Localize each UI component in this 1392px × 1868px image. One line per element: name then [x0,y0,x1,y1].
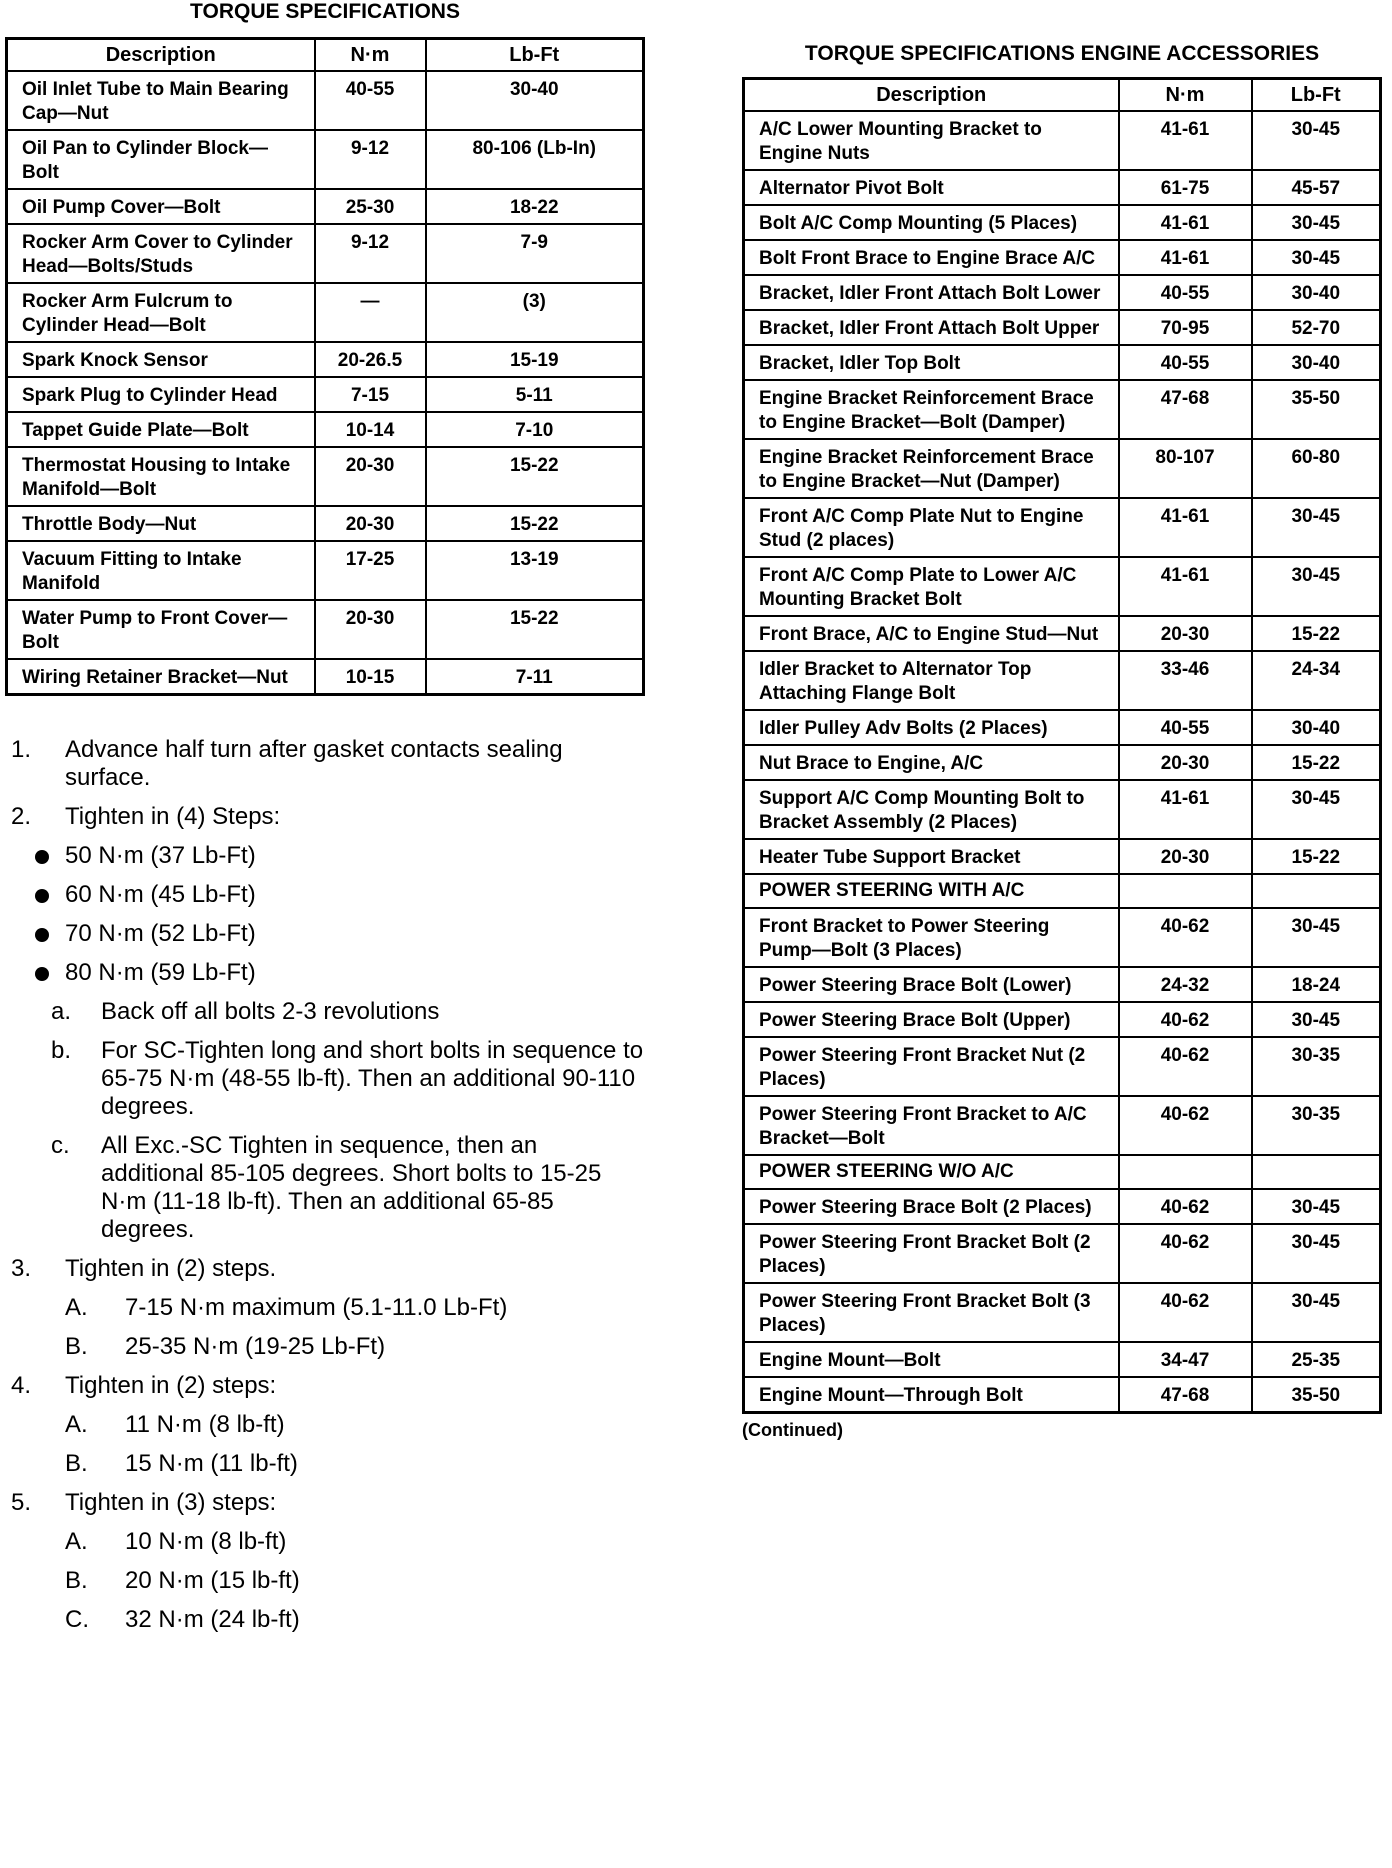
bullet-text: 70 N·m (52 Lb-Ft) [65,920,256,947]
sub-text: 32 N·m (24 lb-ft) [125,1606,300,1633]
description-cell: Front A/C Comp Plate Nut to Engine Stud (2 places) [744,498,1119,557]
note-4 [5,1372,645,1400]
nm-cell: 20-30 [315,506,426,541]
sub-text: 15 N·m (11 lb-ft) [125,1450,298,1477]
lbft-cell: 18-24 [1252,967,1381,1002]
table-row [744,380,1381,439]
description-cell: Bolt Front Brace to Engine Brace A/C [744,240,1119,275]
sub-label: b. [51,1037,72,1064]
lbft-cell: 30-45 [1252,1283,1381,1342]
empty-cell [1252,1155,1381,1189]
lbft-cell: 30-45 [1252,557,1381,616]
description-cell: Nut Brace to Engine, A/C [744,745,1119,780]
nm-cell: 9-12 [315,224,426,283]
table-row [7,412,644,447]
continued-label: (Continued) [742,1420,843,1440]
sub-text: 11 N·m (8 lb-ft) [125,1411,285,1438]
table-row [744,651,1381,710]
lbft-cell: 35-50 [1252,380,1381,439]
sub-item [51,1037,645,1121]
description-cell: A/C Lower Mounting Bracket to Engine Nuts [744,111,1119,170]
section-title: POWER STEERING WITH A/C [744,874,1119,908]
table-row [744,967,1381,1002]
nm-cell: 41-61 [1119,111,1252,170]
note-number: 3. [11,1255,32,1282]
table-row [744,839,1381,874]
lbft-cell: 30-40 [1252,345,1381,380]
table-row [7,130,644,189]
nm-cell: 20-30 [1119,745,1252,780]
sub-label: B. [65,1333,88,1360]
bullet-text: 50 N·m (37 Lb-Ft) [65,842,256,869]
note-number: 4. [11,1372,32,1399]
header-lbft: Lb-Ft [426,39,644,72]
table-row [744,170,1381,205]
note-number: 5. [11,1489,32,1516]
nm-cell: 40-62 [1119,1283,1252,1342]
description-cell: Support A/C Comp Mounting Bolt to Bracket Assembly (2 Places) [744,780,1119,839]
footnotes [5,736,645,1634]
sub-text: All Exc.-SC Tighten in sequence, then an additional 85-105 degrees. Short bolts to 15-25 N·m (11-18 lb-ft). Then an additional 65-85 degrees. [101,1132,602,1243]
table-row [744,1224,1381,1283]
description-cell: Power Steering Front Bracket Bolt (2 Places) [744,1224,1119,1283]
description-cell: Vacuum Fitting to Intake Manifold [7,541,315,600]
table-row [744,710,1381,745]
sub-item [65,1567,645,1595]
lbft-cell: 7-11 [426,659,644,695]
table-row [744,1037,1381,1096]
header-lbft: Lb-Ft [1252,79,1381,112]
table-row [744,439,1381,498]
lbft-cell: 30-45 [1252,908,1381,967]
description-cell: Front A/C Comp Plate to Lower A/C Mounting Bracket Bolt [744,557,1119,616]
nm-cell: 40-55 [1119,710,1252,745]
description-cell: Power Steering Brace Bolt (2 Places) [744,1189,1119,1224]
table-row [7,189,644,224]
sub-label: c. [51,1132,70,1159]
bullet-icon [35,928,49,942]
lbft-cell: 15-22 [426,447,644,506]
sub-item [65,1411,645,1439]
sub-text: Back off all bolts 2-3 revolutions [101,998,440,1025]
sub-item [51,1132,645,1244]
lbft-cell: (3) [426,283,644,342]
sub-label: A. [65,1411,88,1438]
bullet-item [35,881,645,909]
description-cell: Bracket, Idler Front Attach Bolt Upper [744,310,1119,345]
table-header-row [7,39,644,72]
description-cell: Bolt A/C Comp Mounting (5 Places) [744,205,1119,240]
description-cell: Idler Pulley Adv Bolts (2 Places) [744,710,1119,745]
lbft-cell: 25-35 [1252,1342,1381,1377]
lbft-cell: 30-45 [1252,205,1381,240]
left-column [5,0,645,1645]
lbft-cell: 30-40 [1252,275,1381,310]
lbft-cell: 15-22 [426,600,644,659]
note-3 [5,1255,645,1283]
description-cell: Power Steering Front Bracket to A/C Bracket—Bolt [744,1096,1119,1155]
nm-cell: 80-107 [1119,439,1252,498]
right-column [742,0,1382,1441]
description-cell: Power Steering Front Bracket Bolt (3 Places) [744,1283,1119,1342]
table-row [744,275,1381,310]
table-row [744,616,1381,651]
description-cell: Tappet Guide Plate—Bolt [7,412,315,447]
lbft-cell: 30-45 [1252,111,1381,170]
table-row [7,71,644,130]
table-row [744,1342,1381,1377]
lbft-cell: 24-34 [1252,651,1381,710]
table-row [744,557,1381,616]
table-row [744,1096,1381,1155]
nm-cell: 10-15 [315,659,426,695]
nm-cell: 41-61 [1119,205,1252,240]
table-header-row [744,79,1381,112]
description-cell: Engine Mount—Bolt [744,1342,1119,1377]
nm-cell: 40-62 [1119,1096,1252,1155]
note-2 [5,803,645,831]
nm-cell: 33-46 [1119,651,1252,710]
description-cell: Front Brace, A/C to Engine Stud—Nut [744,616,1119,651]
table-row [7,224,644,283]
lbft-cell: 30-45 [1252,1002,1381,1037]
bullet-icon [35,889,49,903]
note-number: 2. [11,803,32,830]
nm-cell: 47-68 [1119,380,1252,439]
lbft-cell: 30-45 [1252,240,1381,275]
table-row [7,377,644,412]
bullet-text: 60 N·m (45 Lb-Ft) [65,881,256,908]
sub-text: For SC-Tighten long and short bolts in sequence to 65-75 N·m (48-55 lb-ft). Then an additional 90-110 degrees. [101,1037,644,1120]
bullet-text: 80 N·m (59 Lb-Ft) [65,959,256,986]
bullet-icon [35,850,49,864]
engine-accessories-body [744,111,1381,1413]
sub-label: A. [65,1294,88,1321]
nm-cell: 40-62 [1119,908,1252,967]
nm-cell: — [315,283,426,342]
note-text: Advance half turn after gasket contacts sealing surface. [65,736,563,791]
table-row [744,111,1381,170]
lbft-cell: 30-45 [1252,780,1381,839]
nm-cell: 34-47 [1119,1342,1252,1377]
table-row [744,498,1381,557]
nm-cell: 61-75 [1119,170,1252,205]
nm-cell: 20-30 [1119,616,1252,651]
lbft-cell: 30-40 [1252,710,1381,745]
table-row [744,908,1381,967]
description-cell: Heater Tube Support Bracket [744,839,1119,874]
lbft-cell: 5-11 [426,377,644,412]
note-text: Tighten in (2) steps: [65,1372,277,1399]
description-cell: Bracket, Idler Front Attach Bolt Lower [744,275,1119,310]
description-cell: Idler Bracket to Alternator Top Attaching Flange Bolt [744,651,1119,710]
lbft-cell: 15-22 [1252,616,1381,651]
torque-specs-table [5,37,645,696]
empty-cell [1252,874,1381,908]
description-cell: Throttle Body—Nut [7,506,315,541]
note-1 [5,736,645,792]
engine-accessories-title: TORQUE SPECIFICATIONS ENGINE ACCESSORIES [804,42,1320,65]
lbft-cell: 30-45 [1252,498,1381,557]
nm-cell: 17-25 [315,541,426,600]
table-row [744,310,1381,345]
sub-text: 25-35 N·m (19-25 Lb-Ft) [125,1333,386,1360]
table-row [7,283,644,342]
table-row [744,1189,1381,1224]
nm-cell: 40-62 [1119,1002,1252,1037]
sub-label: A. [65,1528,88,1555]
description-cell: Power Steering Brace Bolt (Lower) [744,967,1119,1002]
description-cell: Water Pump to Front Cover—Bolt [7,600,315,659]
table-row [7,659,644,695]
description-cell: Engine Mount—Through Bolt [744,1377,1119,1413]
sub-item [65,1528,645,1556]
nm-cell: 24-32 [1119,967,1252,1002]
table-row [7,506,644,541]
lbft-cell: 7-10 [426,412,644,447]
sub-item [65,1294,645,1322]
table-row [7,447,644,506]
nm-cell: 41-61 [1119,557,1252,616]
nm-cell: 41-61 [1119,240,1252,275]
description-cell: Spark Plug to Cylinder Head [7,377,315,412]
description-cell: Rocker Arm Cover to Cylinder Head—Bolts/Studs [7,224,315,283]
note-number: 1. [11,736,32,763]
section-row [744,1155,1381,1189]
table-row [744,1002,1381,1037]
lbft-cell: 30-45 [1252,1189,1381,1224]
bullet-item [35,842,645,870]
nm-cell: 40-55 [1119,345,1252,380]
lbft-cell: 7-9 [426,224,644,283]
bullet-icon [35,967,49,981]
sub-label: C. [65,1606,89,1633]
nm-cell: 40-55 [1119,275,1252,310]
description-cell: Thermostat Housing to Intake Manifold—Bolt [7,447,315,506]
table-row [744,205,1381,240]
lbft-cell: 30-45 [1252,1224,1381,1283]
torque-specs-body [7,71,644,695]
nm-cell: 20-30 [315,447,426,506]
description-cell: Engine Bracket Reinforcement Brace to Engine Bracket—Nut (Damper) [744,439,1119,498]
nm-cell: 20-30 [315,600,426,659]
nm-cell: 41-61 [1119,780,1252,839]
lbft-cell: 80-106 (Lb-In) [426,130,644,189]
note-text: Tighten in (2) steps. [65,1255,277,1282]
sub-label: B. [65,1567,88,1594]
bullet-item [35,920,645,948]
description-cell: Front Bracket to Power Steering Pump—Bolt (3 Places) [744,908,1119,967]
table-row [744,1283,1381,1342]
nm-cell: 7-15 [315,377,426,412]
description-cell: Engine Bracket Reinforcement Brace to Engine Bracket—Bolt (Damper) [744,380,1119,439]
nm-cell: 41-61 [1119,498,1252,557]
note-text: Tighten in (4) Steps: [65,803,281,830]
lbft-cell: 13-19 [426,541,644,600]
nm-cell: 20-26.5 [315,342,426,377]
lbft-cell: 60-80 [1252,439,1381,498]
sub-item [65,1450,645,1478]
nm-cell: 47-68 [1119,1377,1252,1413]
section-row [744,874,1381,908]
nm-cell: 40-62 [1119,1189,1252,1224]
description-cell: Wiring Retainer Bracket—Nut [7,659,315,695]
sub-text: 20 N·m (15 lb-ft) [125,1567,300,1594]
header-description: Description [7,39,315,72]
table-row [7,342,644,377]
nm-cell: 9-12 [315,130,426,189]
lbft-cell: 15-22 [426,506,644,541]
header-nm: N·m [1119,79,1252,112]
lbft-cell: 52-70 [1252,310,1381,345]
lbft-cell: 35-50 [1252,1377,1381,1413]
torque-specs-title: TORQUE SPECIFICATIONS [190,0,460,23]
note-5 [5,1489,645,1517]
nm-cell: 40-62 [1119,1037,1252,1096]
bullet-item [35,959,645,987]
description-cell: Power Steering Brace Bolt (Upper) [744,1002,1119,1037]
lbft-cell: 15-22 [1252,839,1381,874]
nm-cell: 40-62 [1119,1224,1252,1283]
nm-cell: 20-30 [1119,839,1252,874]
sub-text: 10 N·m (8 lb-ft) [125,1528,287,1555]
sub-item [65,1333,645,1361]
nm-cell: 10-14 [315,412,426,447]
engine-accessories-table [742,77,1382,1414]
sub-label: B. [65,1450,88,1477]
table-row [744,745,1381,780]
table-row [744,780,1381,839]
table-row [744,345,1381,380]
sub-label: a. [51,998,72,1025]
table-row [7,541,644,600]
description-cell: Power Steering Front Bracket Nut (2 Places) [744,1037,1119,1096]
description-cell: Alternator Pivot Bolt [744,170,1119,205]
table-row [7,600,644,659]
description-cell: Spark Knock Sensor [7,342,315,377]
description-cell: Rocker Arm Fulcrum to Cylinder Head—Bolt [7,283,315,342]
header-nm: N·m [315,39,426,72]
description-cell: Oil Pump Cover—Bolt [7,189,315,224]
header-description: Description [744,79,1119,112]
lbft-cell: 30-35 [1252,1096,1381,1155]
section-title: POWER STEERING W/O A/C [744,1155,1119,1189]
nm-cell: 40-55 [315,71,426,130]
empty-cell [1119,1155,1252,1189]
lbft-cell: 18-22 [426,189,644,224]
lbft-cell: 45-57 [1252,170,1381,205]
note-text: Tighten in (3) steps: [65,1489,277,1516]
empty-cell [1119,874,1252,908]
table-row [744,240,1381,275]
lbft-cell: 15-22 [1252,745,1381,780]
description-cell: Bracket, Idler Top Bolt [744,345,1119,380]
sub-item [65,1606,645,1634]
lbft-cell: 30-35 [1252,1037,1381,1096]
description-cell: Oil Pan to Cylinder Block—Bolt [7,130,315,189]
lbft-cell: 30-40 [426,71,644,130]
nm-cell: 25-30 [315,189,426,224]
description-cell: Oil Inlet Tube to Main Bearing Cap—Nut [7,71,315,130]
sub-text: 7-15 N·m maximum (5.1-11.0 Lb-Ft) [125,1294,508,1321]
sub-item [51,998,645,1026]
nm-cell: 70-95 [1119,310,1252,345]
lbft-cell: 15-19 [426,342,644,377]
table-row [744,1377,1381,1413]
